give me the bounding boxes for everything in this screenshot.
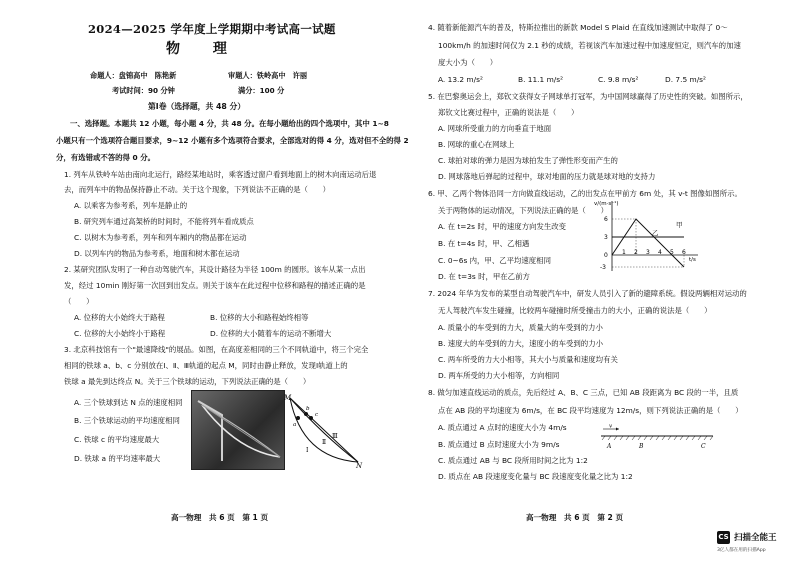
q8-stem-1: 8. 做匀加速直线运动的质点，先后经过 A、B、C 三点，已知 AB 段距离为 BC 段的一半，且质 <box>428 388 739 397</box>
label-track-2: Ⅱ <box>322 439 327 446</box>
q5-option-a: A. 网球所受重力的方向垂直于地面 <box>438 124 552 133</box>
q2-stem-1: 2. 某研究团队发明了一种自动驾驶汽车，其设计路径为半径 100m 的圆形。该车从某一点出 <box>64 265 366 274</box>
q4-option-d: D. 7.5 m/s² <box>665 75 706 84</box>
setters: 命题人：盘锦高中 陈艳新 <box>90 71 177 80</box>
q6-option-c: C. 0~6s 内，甲、乙平均速度相同 <box>438 256 551 265</box>
q3-stem-1: 3. 北京科技馆有一个"最速降线"的展品。如图，在高度差相同的三个不同轨道中，将三个完全 <box>64 345 369 354</box>
q5-option-d: D. 网球落地后弹起的过程中，球对地面的压力就是球对地的支持力 <box>438 172 656 181</box>
q6-stem-1: 6. 甲、乙两个物体沿同一方向做直线运动，乙的出发点在甲前方 6m 处，其 v-t 图像如图所示。 <box>428 189 742 198</box>
q2-option-b: B. 位移的大小和路程始终相等 <box>210 313 309 322</box>
label-a: a <box>293 422 297 428</box>
q4-stem-2: 100km/h 的加速时间仅为 2.1 秒的成绩，若视该汽车加速过程中加速度恒定，则汽车的加速 <box>438 41 741 50</box>
reviewers: 审题人：铁岭高中 许丽 <box>228 71 308 80</box>
velocity-arrowhead <box>616 428 619 431</box>
q4-option-b: B. 11.1 m/s² <box>518 75 564 84</box>
q8-track-diagram <box>597 424 717 454</box>
q6-vt-graph <box>592 197 704 275</box>
q6-stem-2: 关于两物体的运动情况，下列说法正确的是（ ） <box>438 206 608 215</box>
graph-x-label: t/s <box>689 257 696 263</box>
ball-c <box>309 416 313 420</box>
x-tick-6: 6 <box>682 249 686 256</box>
series-jia-label: 甲 <box>676 221 683 229</box>
x-tick-4: 4 <box>658 249 662 256</box>
q1-stem-1: 1. 列车从铁岭车站由南向北运行，路经某地站时，乘客透过窗户看到地面上的树木向南运动后退 <box>64 170 377 179</box>
instructions-line-1: 一、选择题。本题共 12 小题，每小题 4 分，共 48 分。在每小题给出的四个选项中，其中 1~8 <box>70 119 389 128</box>
q2-option-d: D. 位移的大小随着车的运动不断增大 <box>210 329 332 338</box>
label-c: c <box>315 412 319 418</box>
graph-y-label: v/(m·s⁻¹) <box>594 201 619 207</box>
q8-stem-2: 点在 AB 段的平均速度为 6m/s，在 BC 段平均速度为 12m/s，则下列说法正确的是（ ） <box>438 406 743 415</box>
q8-option-a: A. 质点通过 A 点时的速度大小为 4m/s <box>438 423 567 432</box>
label-b: b <box>306 406 310 412</box>
series-jia-line <box>612 219 684 267</box>
q6-option-b: B. 在 t=4s 时，甲、乙相遇 <box>438 239 530 248</box>
q4-option-a: A. 13.2 m/s² <box>438 75 483 84</box>
q3-track-diagram <box>284 392 364 468</box>
instructions-line-3: 分，有选错或不答的得 0 分。 <box>56 153 155 162</box>
instructions-line-2: 小题只有一个选项符合题目要求，9~12 小题有多个选项符合要求，全部选对的得 4 分，选对但不全的得 2 <box>56 136 409 145</box>
q5-stem-2: 郑钦文比赛过程中，正确的说法是（ ） <box>438 108 579 117</box>
q8-option-c: C. 质点通过 AB 与 BC 段所用时间之比为 1:2 <box>438 456 588 465</box>
q7-option-d: D. 两车所受的力大小相等，方向相同 <box>438 371 560 380</box>
q4-option-c: C. 9.8 m/s² <box>598 75 639 84</box>
exam-title: 2024—2025 学年度上学期期中考试高一试题 <box>88 22 336 36</box>
q1-option-b: B. 研究列车通过高架桥的时间时，不能将列车看成质点 <box>74 217 254 226</box>
q3-stem-2: 相同的铁球 a、b、c 分别放在Ⅰ、Ⅱ、Ⅲ轨道的起点 M，同时由静止释放，发现Ⅰ轨道上的 <box>64 361 348 370</box>
label-v: v <box>609 424 613 430</box>
q7-option-b: B. 速度大的车受到的力大，速度小的车受到的力小 <box>438 339 603 348</box>
q7-option-a: A. 质量小的车受到的力大，质量大的车受到的力小 <box>438 323 603 332</box>
x-tick-5: 5 <box>670 249 674 256</box>
ball-b <box>304 412 308 416</box>
q8-option-d: D. 质点在 AB 段速度变化量与 BC 段速度变化量之比为 1:2 <box>438 472 633 481</box>
left-footer: 高一物理 共 6 页 第 1 页 <box>171 513 269 522</box>
full-score: 满分：100 分 <box>238 86 285 95</box>
scanner-tagline: 3亿人都在用的扫描App <box>717 548 766 553</box>
label-n: N <box>356 462 363 468</box>
q3-museum-photo <box>191 390 285 470</box>
q3-stem-3: 铁球 a 最先到达终点 N。关于三个铁球的运动，下列说法正确的是（ ） <box>64 377 311 386</box>
q1-option-d: D. 以列车内的物品为参考系，地面和树木都在运动 <box>74 249 240 258</box>
q1-stem-2: 去，而列车中的物品保持静止不动。关于这个现象，下列说法不正确的是（ ） <box>64 185 331 194</box>
q3-option-b: B. 三个铁球运动的平均速度相同 <box>74 416 180 425</box>
scanner-logo-icon: CS <box>717 531 730 544</box>
series-yi-label: 乙 <box>652 229 659 237</box>
q7-stem-1: 7. 2024 年华为发布的某型自动驾驶汽车中，研发人员引入了新的避障系统。假设两辆相对运动的 <box>428 289 747 298</box>
scanner-watermark <box>715 528 791 558</box>
x-tick-3: 3 <box>646 249 650 256</box>
q3-option-c: C. 铁球 c 的平均速度最大 <box>74 435 160 444</box>
q4-stem-3: 度大小为（ ） <box>438 58 498 67</box>
right-footer: 高一物理 共 6 页 第 2 页 <box>526 513 624 522</box>
label-point-a: A <box>607 443 612 450</box>
ball-a <box>296 416 300 420</box>
label-point-c: C <box>701 443 706 450</box>
label-point-b: B <box>639 443 644 450</box>
q2-option-c: C. 位移的大小始终小于路程 <box>74 329 166 338</box>
y-tick-6: 6 <box>604 216 608 223</box>
q3-photo-tracks-svg <box>192 391 284 469</box>
subject-title: 物 理 <box>166 41 241 57</box>
q2-stem-3: （ ） <box>64 297 94 306</box>
q8-option-b: B. 质点通过 B 点时速度大小为 9m/s <box>438 440 560 449</box>
q5-option-b: B. 网球的重心在网球上 <box>438 140 515 149</box>
label-track-1: Ⅰ <box>306 447 309 454</box>
q2-option-a: A. 位移的大小始终大于路程 <box>74 313 165 322</box>
x-tick-1: 1 <box>622 249 626 256</box>
q1-option-c: C. 以树木为参考系，列车和列车厢内的物品都在运动 <box>74 233 247 242</box>
x-tick-2: 2 <box>634 249 638 256</box>
q3-option-d: D. 铁球 a 的平均速率最大 <box>74 454 161 463</box>
q4-stem-1: 4. 随着新能源汽车的普及，特斯拉推出的新款 Model S Plaid 在直线加速测试中取得了 0～ <box>428 23 728 32</box>
y-tick-3: 3 <box>604 234 608 241</box>
exam-time: 考试时间：90 分钟 <box>112 86 175 95</box>
label-m: M <box>284 394 292 402</box>
q1-option-a: A. 以乘客为参考系，列车是静止的 <box>74 201 188 210</box>
q6-option-a: A. 在 t=2s 时，甲的速度方向发生改变 <box>438 222 567 231</box>
page-right <box>397 0 794 561</box>
scanner-app-name: 扫描全能王 <box>734 533 777 543</box>
q3-option-a: A. 三个铁球到达 N 点的速度相同 <box>74 398 183 407</box>
q7-stem-2: 无人驾驶汽车发生碰撞，比较两车碰撞时所受撞击力的大小，正确的说法是（ ） <box>438 306 712 315</box>
section-title: 第Ⅰ卷（选择题，共 48 分） <box>148 102 246 111</box>
y-tick-0: 0 <box>604 252 608 259</box>
q5-option-c: C. 球拍对球的弹力是因为球拍发生了弹性形变而产生的 <box>438 156 618 165</box>
q5-stem-1: 5. 在巴黎奥运会上，郑钦文获得女子网球单打冠军，为中国网球赢得了历史性的突破。如图所示， <box>428 92 748 101</box>
q2-stem-2: 发，经过 10min 刚好第一次回到出发点。则关于该车在此过程中位移和路程的描述正确的是 <box>64 281 366 290</box>
y-tick-minus-3: -3 <box>600 264 606 271</box>
q6-option-d: D. 在 t=3s 时，甲在乙前方 <box>438 272 530 281</box>
label-track-3: Ⅲ <box>332 433 338 440</box>
track-hatching <box>602 436 713 440</box>
q7-option-c: C. 两车所受的力大小相等，其大小与质量和速度均有关 <box>438 355 618 364</box>
